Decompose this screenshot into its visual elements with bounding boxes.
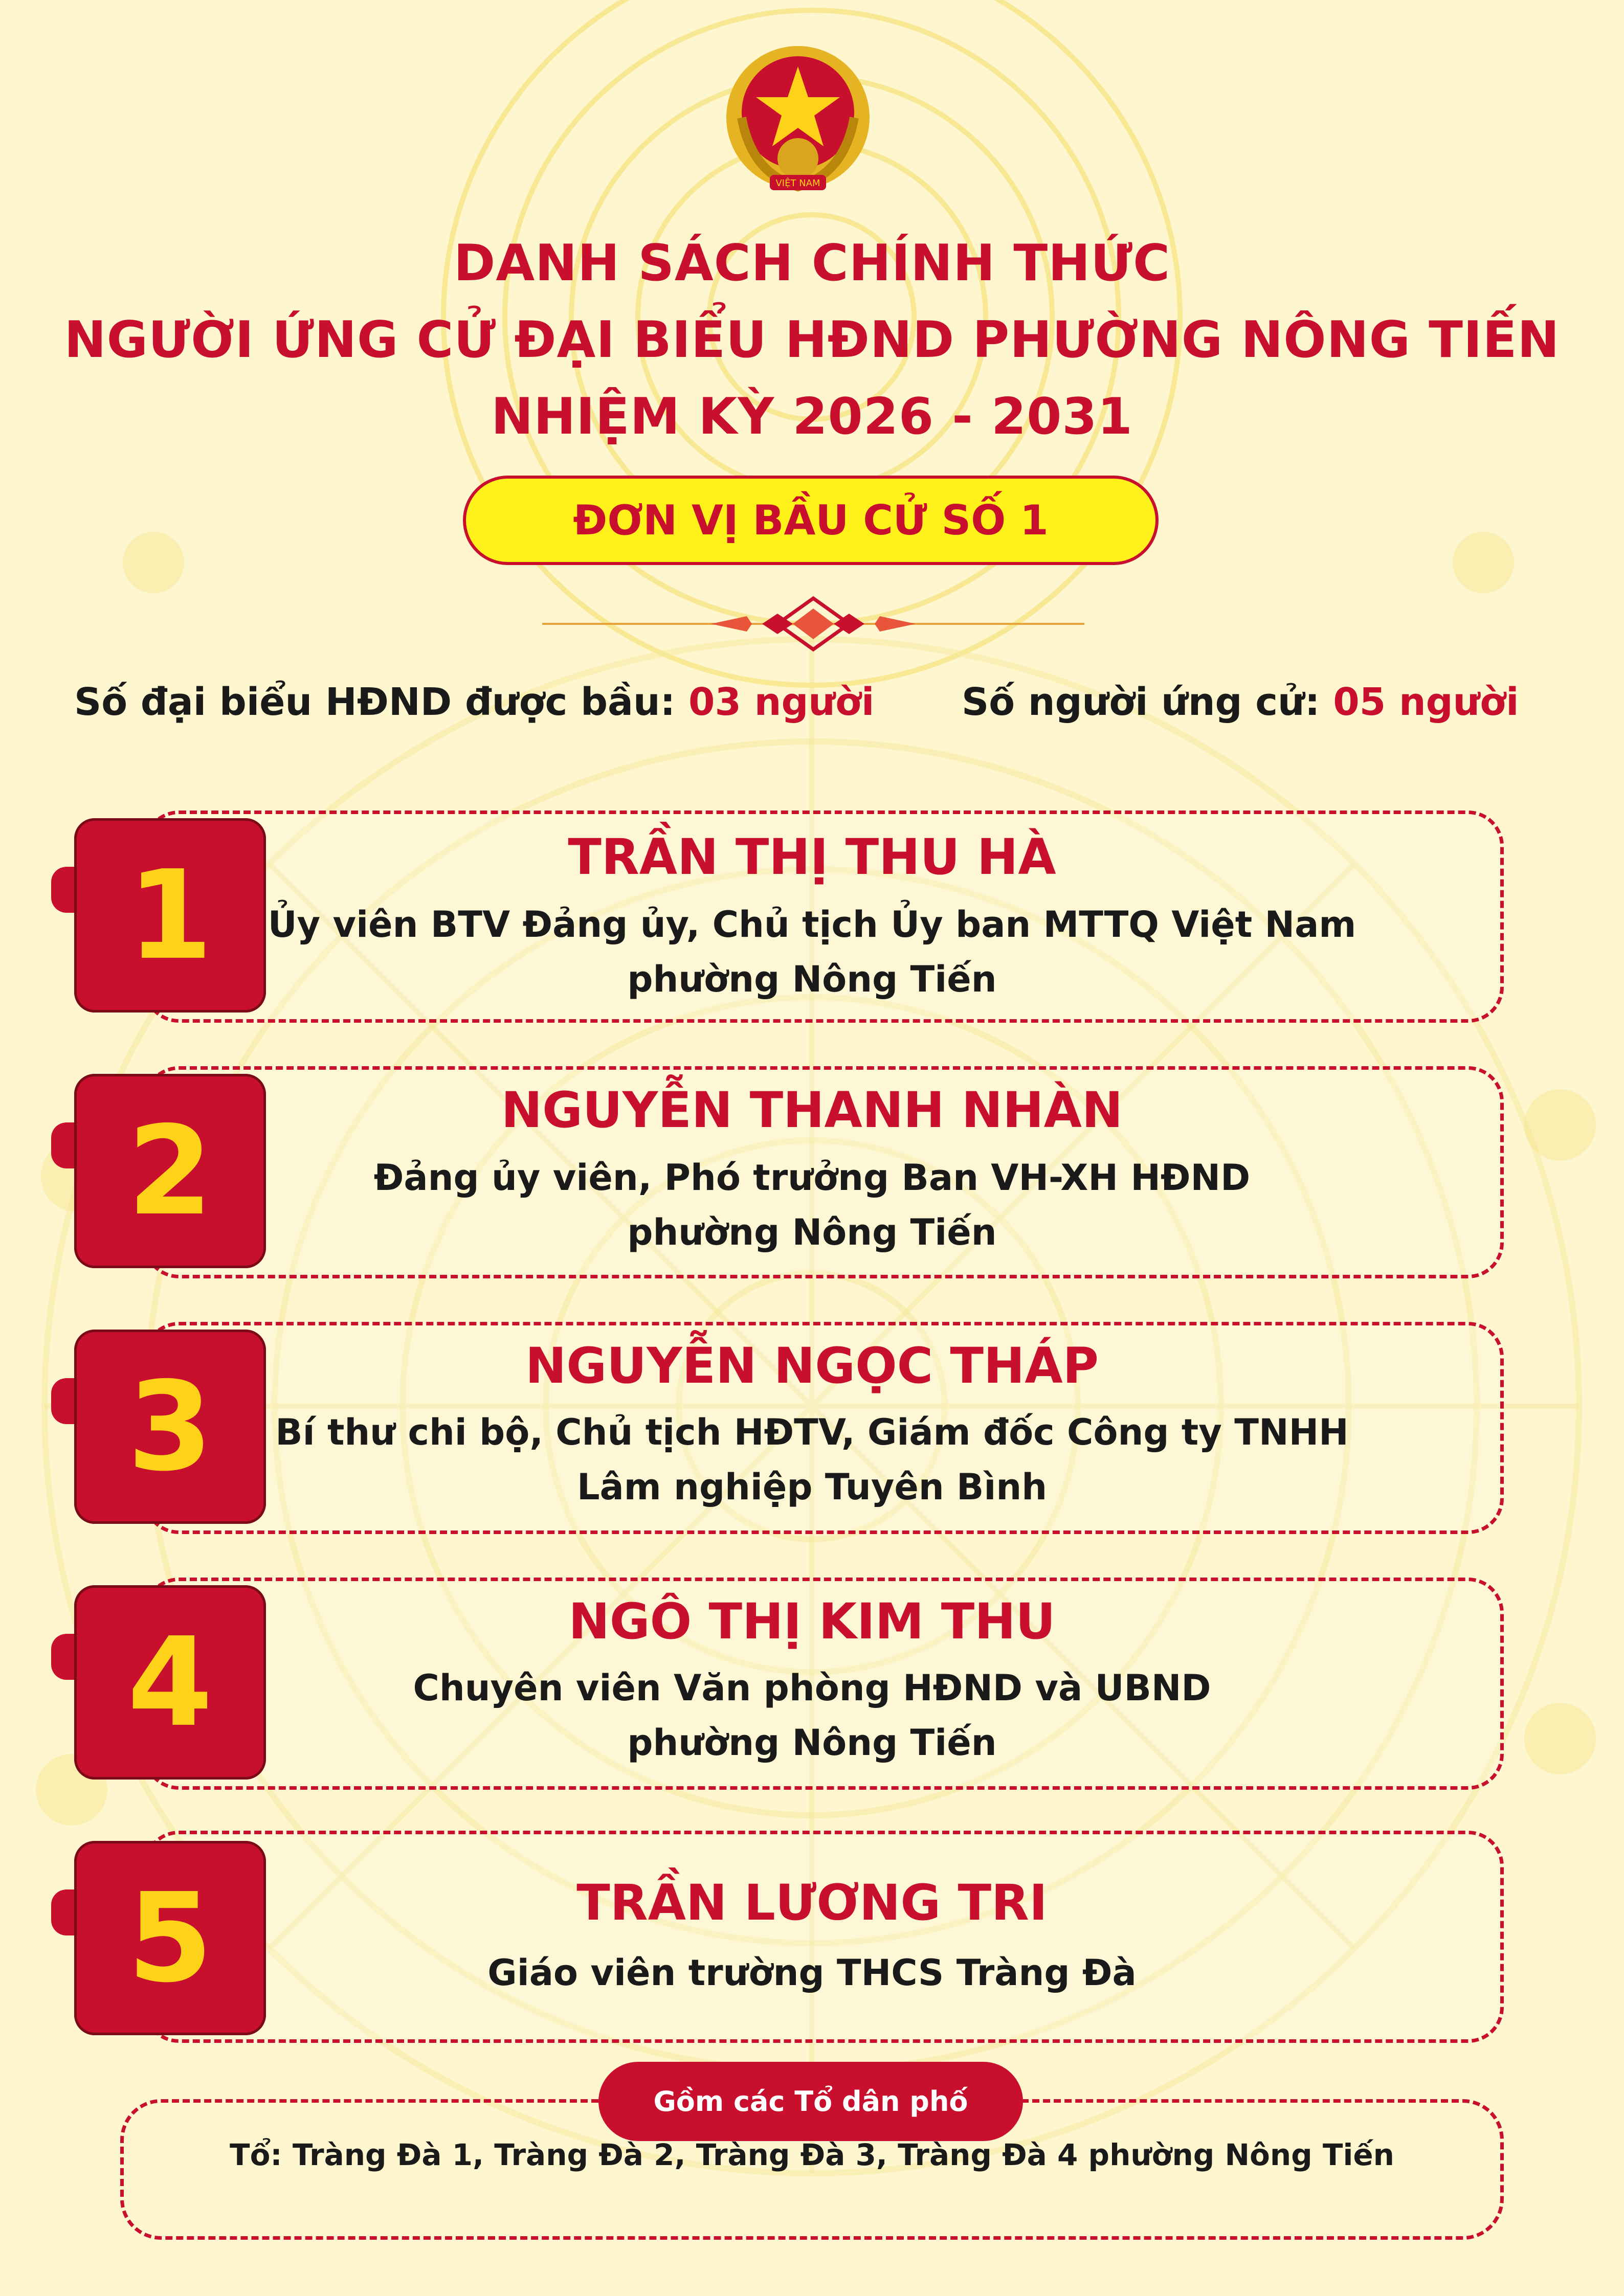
candidate-number-1: 1 — [74, 818, 266, 1012]
candidate-desc-1-line-1: Ủy viên BTV Đảng ủy, Chủ tịch Ủy ban MTTQ Việt Nam — [268, 904, 1356, 946]
candidate-desc-3-line-1: Bí thư chi bộ, Chủ tịch HĐTV, Giám đốc Công ty TNHH — [275, 1411, 1349, 1453]
candidate-name-1: TRẦN THỊ THU HÀ — [568, 828, 1056, 886]
candidate-name-4: NGÔ THỊ KIM THU — [568, 1593, 1056, 1650]
candidate-card-5 — [143, 1831, 1504, 2043]
candidate-desc-3-line-2: Lâm nghiệp Tuyên Bình — [576, 1466, 1048, 1508]
ornamental-divider-icon — [542, 596, 1084, 652]
candidates-value: 05 người — [1333, 680, 1519, 724]
candidate-number-badge-3 — [51, 1330, 266, 1524]
candidate-number-5: 5 — [74, 1841, 266, 2035]
candidate-desc-1-line-2: phường Nông Tiến — [627, 958, 997, 1000]
candidate-desc-4-line-2: phường Nông Tiến — [627, 1722, 997, 1764]
candidate-number-2: 2 — [74, 1074, 266, 1268]
title-line-3: NHIỆM KỲ 2026 - 2031 — [491, 388, 1133, 446]
candidate-name-3: NGUYỄN NGỌC THÁP — [525, 1337, 1099, 1394]
residential-groups-list: Tổ: Tràng Đà 1, Tràng Đà 2, Tràng Đà 3, Tràng Đà 4 phường Nông Tiến — [230, 2137, 1394, 2172]
title-line-2: NGƯỜI ỨNG CỬ ĐẠI BIỂU HĐND PHƯỜNG NÔNG TIẾN — [64, 311, 1560, 369]
candidate-number-3: 3 — [74, 1330, 266, 1524]
candidate-desc-2-line-1: Đảng ủy viên, Phó trưởng Ban VH-XH HĐND — [373, 1157, 1251, 1199]
delegates-label: Số đại biểu HĐND được bầu: — [74, 680, 676, 724]
electoral-unit-label: ĐƠN VỊ BẦU CỬ SỐ 1 — [573, 497, 1049, 544]
candidate-number-badge-1 — [51, 818, 266, 1012]
candidate-desc-2-line-2: phường Nông Tiến — [627, 1211, 997, 1253]
candidate-number-badge-4 — [51, 1585, 266, 1780]
candidate-number-badge-2 — [51, 1074, 266, 1268]
delegates-value: 03 người — [688, 680, 875, 724]
residential-groups-label-text: Gồm các Tổ dân phố — [653, 2085, 968, 2118]
emblem-banner-text: VIỆT NAM — [775, 178, 820, 189]
candidate-name-5: TRẦN LƯƠNG TRI — [576, 1874, 1048, 1931]
candidate-desc-4-line-1: Chuyên viên Văn phòng HĐND và UBND — [413, 1667, 1211, 1709]
candidate-desc-5-line-1: Giáo viên trường THCS Tràng Đà — [487, 1952, 1137, 1994]
delegates-count — [74, 680, 874, 724]
candidate-name-2: NGUYỄN THANH NHÀN — [501, 1082, 1123, 1139]
candidates-label: Số người ứng cử: — [962, 680, 1320, 724]
title-line-1: DANH SÁCH CHÍNH THỨC — [453, 234, 1171, 292]
electoral-unit-badge — [463, 476, 1159, 565]
candidate-number-4: 4 — [74, 1585, 266, 1780]
national-emblem-icon — [721, 41, 875, 199]
candidates-count — [962, 680, 1519, 724]
candidate-number-badge-5 — [51, 1841, 266, 2035]
residential-groups-label — [598, 2062, 1023, 2141]
